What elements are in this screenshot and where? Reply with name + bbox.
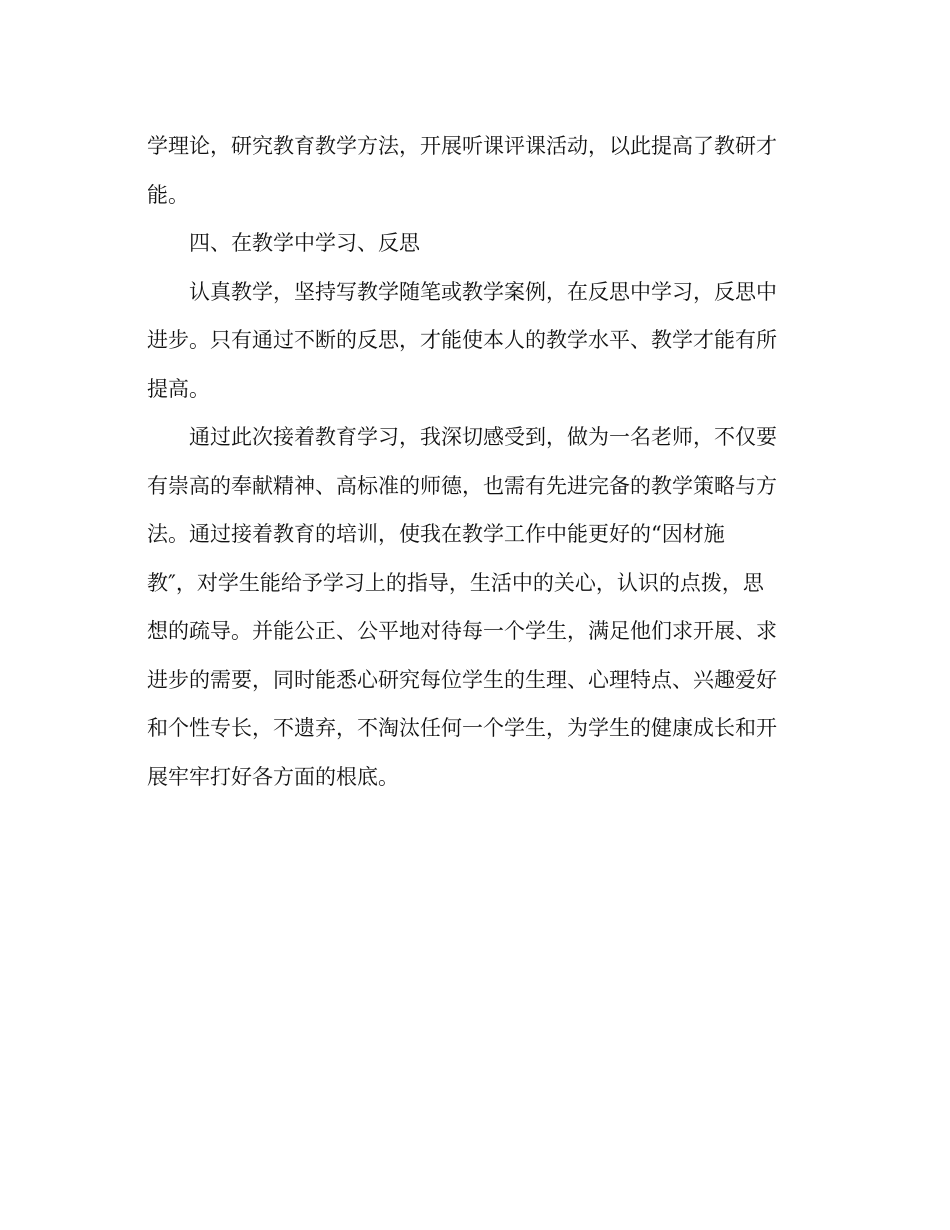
- text-line: 进步的需要，同时能悉心研究每位学生的生理、心理特点、兴趣爱好: [147, 667, 777, 692]
- text-line: 能。: [147, 182, 189, 207]
- text-line: 和个性专长，不遗弃，不淘汰任何一个学生，为学生的健康成长和开: [147, 716, 777, 740]
- text-line: 学理论，研究教育教学方法，开展听课评课活动，以此提高了教研才: [147, 134, 777, 158]
- text-line: 教″，对学生能给予学习上的指导，生活中的关心，认识的点拨，思: [147, 570, 764, 595]
- text-line: 展牢牢打好各方面的根底。: [147, 764, 399, 789]
- text-line: 想的疏导。并能公正、公平地对待每一个学生，满足他们求开展、求: [147, 619, 777, 643]
- text-line: 提高。: [147, 376, 210, 401]
- text-line: 认真教学，坚持写教学随笔或教学案例，在反思中学习，反思中: [189, 279, 777, 304]
- body-text: [147, 122, 807, 801]
- text-line: 有崇高的奉献精神、高标准的师德，也需有先进完备的教学策略与方: [147, 473, 777, 498]
- text-line: 法。通过接着教育的培训，使我在教学工作中能更好的“因材施: [147, 522, 725, 546]
- text-line: 进步。只有通过不断的反思，才能使本人的教学水平、教学才能有所: [147, 328, 777, 352]
- text-line: 通过此次接着教育学习，我深切感受到，做为一名老师，不仅要: [189, 425, 777, 449]
- section-heading: 四、在教学中学习、反思: [189, 231, 420, 255]
